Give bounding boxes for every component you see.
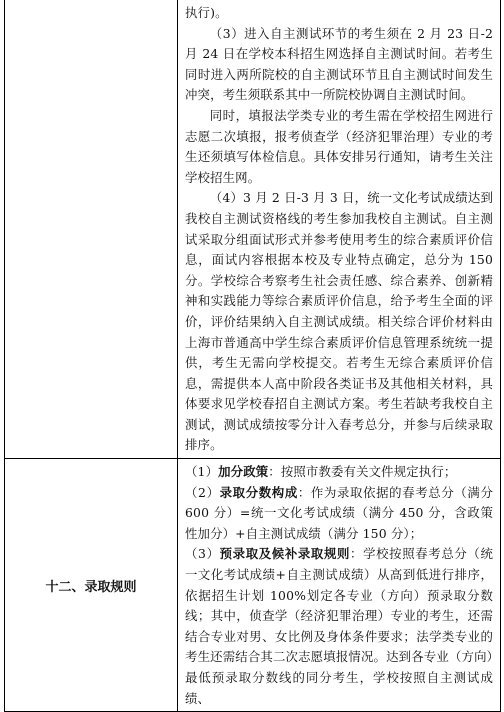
item-text: ：按照市教委有关文件规定执行；: [268, 464, 457, 480]
table-row: [5, 0, 501, 459]
item-number: （3）: [185, 546, 220, 562]
paragraph: （3）进入自主测试环节的考生须在 2 月 23 日-2 月 24 日在学校本科招生网选择自主测试时间。若考生同时进入两所院校的自主测试环节且自主测试时间发生冲突，考生须联系其中一所院校协调自主测试时间。: [185, 25, 493, 103]
paragraph: （4）3 月 2 日-3 月 3 日，统一文化考试成绩达到我校自主测试资格线的考生参加我校自主测试。自主测试采取分组面试形式并参考使用考生的综合素质评价信息，面试内容根据本校及专业特点确定，总分为 150 分。学校综合考察考生社会责任感、综合素养、创新精神和实践能力等综合素质评价信息，给予考生全面的评价，评价结果纳入自主测试成绩。相关综合评价材料由上海市普通高中学生综合素质评价信息管理系统统一提供，考生无需向学校提交。若考生无综合素质评价信息，需提供本人高中阶段各类证书及其他相关材料，具体要求见学校春招自主测试方案。考生若缺考我校自主测试，测试成绩按零分计入春考总分，并参与后续录取排序。: [185, 190, 493, 453]
section-content-cell: [178, 459, 501, 712]
item-number: （1）: [185, 464, 219, 480]
item-heading: 预录取及候补录取规则: [219, 546, 351, 562]
section-label: 十二、录取规则: [45, 579, 137, 595]
item-text: ：学校按照春考总分（统一文化考试成绩+自主测试成绩）从高到低进行排序，依据招生计划 100%划定各专业（方向）预录取分数线；其中，侦查学（经济犯罪治理）专业的考生，还需结合专业对男、女比例及身体条件要求；法学类专业的考生还需结合其二次志愿填报情况。达到各专业（方向）最低预录取分数线的同分考生，学校按照自主测试成绩、: [185, 546, 494, 706]
item-text: ：作为录取依据的春考总分（满分 600 分）=统一文化考试成绩（满分 450 分，含政策性加分）+自主测试成绩（满分 150 分）；: [185, 484, 493, 541]
list-item: [185, 462, 493, 483]
paragraph: 执行)。: [185, 5, 228, 20]
admission-rules-table: [4, 0, 501, 712]
paragraph: 同时，填报法学类专业的考生需在学校招生网进行志愿二次填报，报考侦查学（经济犯罪治理）专业的考生还须填写体检信息。具体安排另行通知，请考生关注学校招生网。: [185, 107, 493, 185]
row-label-cell: [5, 0, 178, 459]
item-heading: 加分政策: [218, 464, 269, 480]
list-item: [185, 483, 493, 545]
table-row: [5, 459, 501, 712]
item-number: （2）: [185, 484, 220, 500]
section-label-cell: [5, 459, 178, 712]
list-item: [185, 544, 493, 709]
item-heading: 录取分数构成: [219, 484, 298, 500]
row-content-cell: [178, 0, 501, 459]
